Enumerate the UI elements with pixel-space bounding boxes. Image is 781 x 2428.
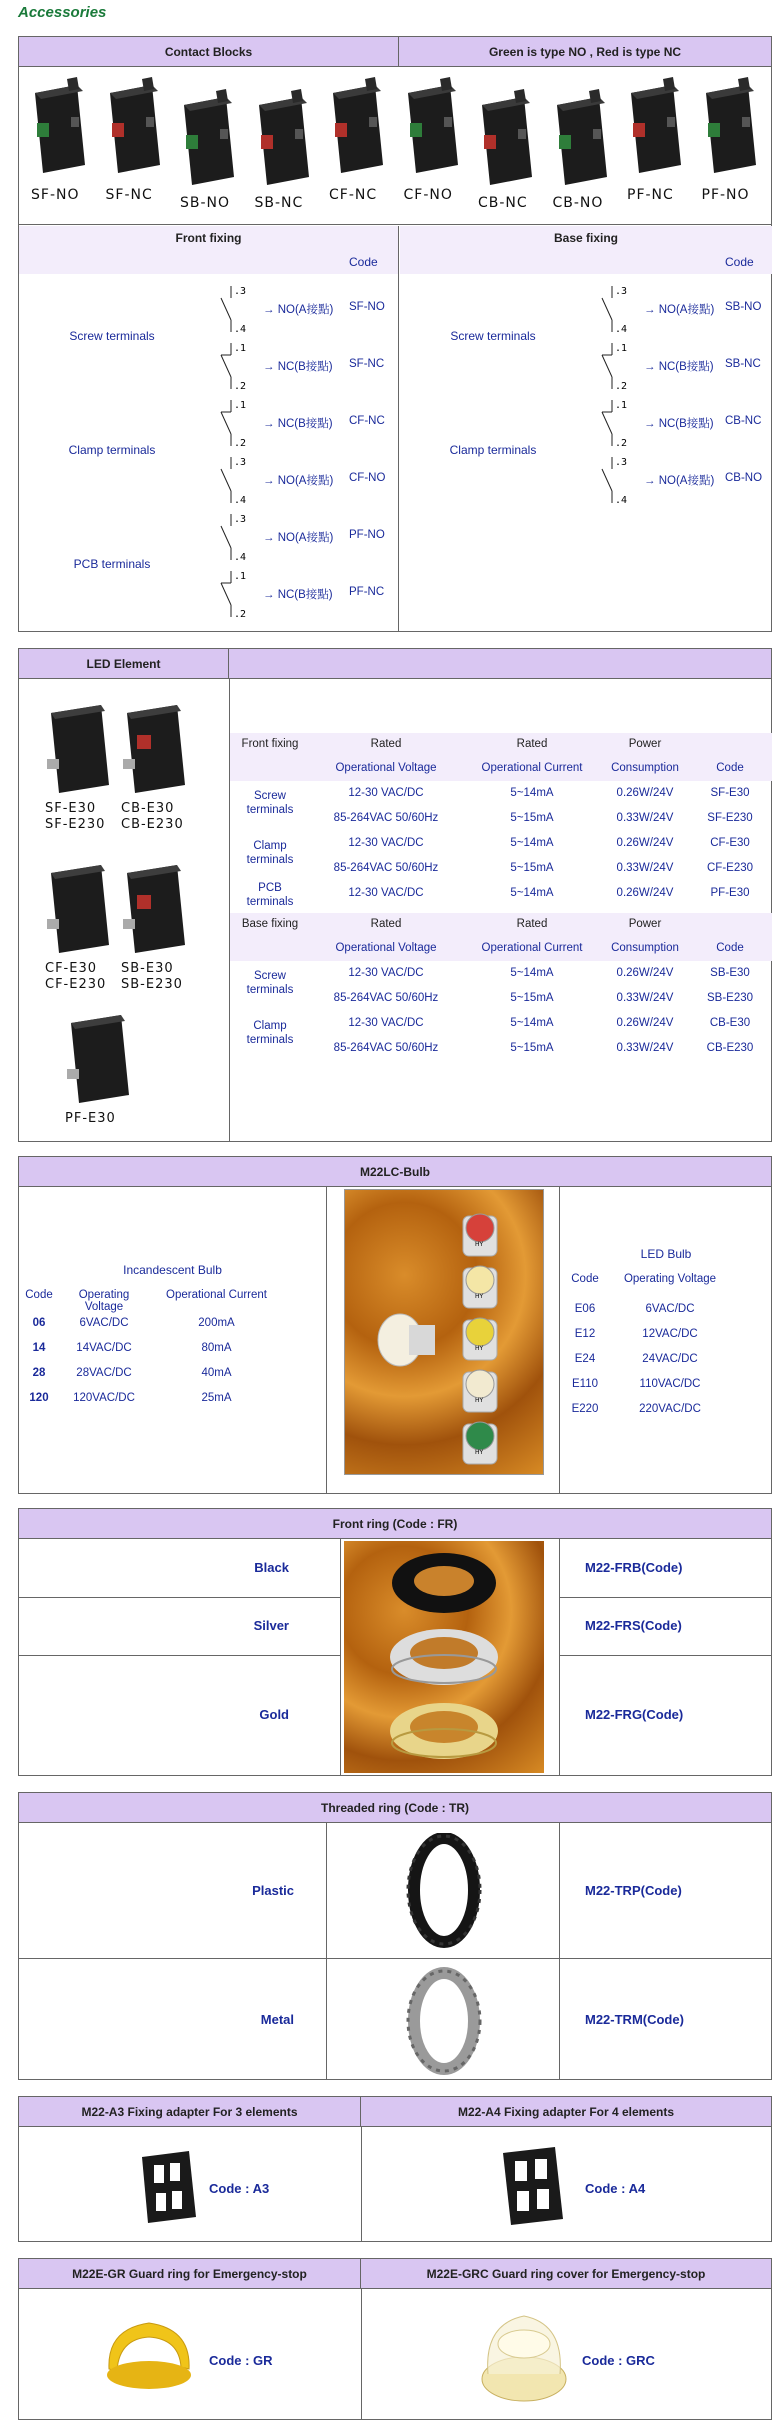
contact-blocks-header: Contact Blocks xyxy=(19,37,399,66)
led-element-image xyxy=(121,699,191,799)
guard-ring-section xyxy=(18,2258,772,2420)
terminal-group-label: PCB terminals xyxy=(73,557,151,571)
adapter-a4-image xyxy=(497,2143,569,2229)
led-element-label: SB-E230 xyxy=(121,977,183,992)
led-element-label: CF-E30 xyxy=(45,961,98,976)
guard-ring-header: M22E-GR Guard ring for Emergency-stop xyxy=(19,2259,361,2288)
incandescent-cell: 80mA xyxy=(201,1342,232,1354)
contact-block-image xyxy=(623,77,687,182)
led-bulb-cell: 220VAC/DC xyxy=(639,1403,701,1415)
svg-text:.4: .4 xyxy=(234,552,247,562)
led-table-cell: 5~14mA xyxy=(510,787,554,799)
terminal-group-label: Screw terminals xyxy=(69,329,155,343)
front-fixing-title: Front fixing xyxy=(19,226,398,250)
led-bulb-cell: E24 xyxy=(574,1353,596,1365)
led-table-cell: 0.33W/24V xyxy=(616,992,674,1004)
incandescent-cell: 40mA xyxy=(201,1367,232,1379)
led-table-cell: CB-E30 xyxy=(709,1017,751,1029)
incandescent-bulb-panel xyxy=(19,1187,326,1493)
incandescent-cell: 28 xyxy=(32,1367,46,1379)
incandescent-header-cell: Operational Current xyxy=(166,1289,267,1301)
contact-block-label: PF-NC xyxy=(627,187,674,203)
led-bulb-image xyxy=(463,1370,497,1412)
contact-type: → NC(B接點) xyxy=(263,361,333,373)
bulb-photo xyxy=(344,1189,544,1475)
led-bulb-cell: 24VAC/DC xyxy=(642,1353,698,1365)
led-table-header-cell: Front fixing xyxy=(241,738,299,750)
incandescent-header-cell: Code xyxy=(25,1289,53,1301)
led-table-cell: 0.33W/24V xyxy=(616,812,674,824)
contact-type: → NO(A接點) xyxy=(644,475,715,487)
led-table-header-cell: Power xyxy=(628,738,662,750)
svg-text:HY: HY xyxy=(475,1293,484,1300)
led-table-cell: CF-E30 xyxy=(710,837,750,849)
led-table-cell: 12-30 VAC/DC xyxy=(348,787,424,799)
adapter-a3-image xyxy=(134,2147,204,2227)
contact-code: CB-NO xyxy=(725,472,763,484)
switch-contact-symbol xyxy=(217,569,257,619)
led-table-header-cell: Base fixing xyxy=(241,918,299,930)
led-table-header-cell: Operational Voltage xyxy=(335,762,437,774)
led-bulb-cell: E06 xyxy=(574,1303,596,1315)
front-ring-color: Silver xyxy=(253,1618,289,1633)
contact-code: SB-NC xyxy=(725,358,761,370)
contact-type: → NO(A接點) xyxy=(263,304,334,316)
contact-type: → NC(B接點) xyxy=(263,589,333,601)
led-element-label: SB-E30 xyxy=(121,961,174,976)
threaded-ring-material: Plastic xyxy=(252,1882,294,1898)
led-table-header-cell: Code xyxy=(716,942,744,954)
led-table-group: Screw terminals xyxy=(246,790,294,816)
led-element-header: LED Element xyxy=(19,649,229,678)
contact-block-image xyxy=(400,77,464,182)
contact-code: SF-NO xyxy=(349,301,385,313)
led-table-cell: 0.26W/24V xyxy=(616,967,674,979)
led-element-label: PF-E30 xyxy=(65,1111,116,1126)
contact-block-image xyxy=(698,77,762,182)
led-table-cell: SF-E230 xyxy=(707,812,753,824)
bulb-header: M22LC-Bulb xyxy=(19,1157,771,1187)
incandescent-cell: 28VAC/DC xyxy=(76,1367,132,1379)
led-table-cell: PF-E30 xyxy=(710,887,750,899)
front-ring-code: M22-FRS(Code) xyxy=(585,1618,682,1633)
threaded-ring-material: Metal xyxy=(260,2011,294,2027)
led-table-cell: 12-30 VAC/DC xyxy=(348,887,424,899)
fixing-adapter-section xyxy=(18,2096,772,2242)
led-table-cell: 5~14mA xyxy=(510,967,554,979)
contact-block-image xyxy=(176,89,240,194)
silver-ring-image xyxy=(390,1629,498,1685)
threaded-ring-code: M22-TRM(Code) xyxy=(585,2011,684,2027)
led-bulb-image xyxy=(463,1214,497,1256)
contact-block-label: SB-NC xyxy=(254,195,304,211)
contact-code: CF-NC xyxy=(349,415,385,427)
led-table-header-cell: Rated xyxy=(516,918,548,930)
svg-text:.3: .3 xyxy=(615,457,628,468)
contact-block-label: CF-NC xyxy=(329,187,378,203)
contact-type: → NC(B接點) xyxy=(263,418,333,430)
adapter-a3-header: M22-A3 Fixing adapter For 3 elements xyxy=(19,2097,361,2126)
led-table-cell: SB-E230 xyxy=(706,992,754,1004)
loose-bulb-image xyxy=(378,1314,435,1366)
led-table-cell: 5~14mA xyxy=(510,887,554,899)
led-table-cell: CF-E230 xyxy=(706,862,754,874)
led-table-header-cell: Consumption xyxy=(611,942,679,954)
led-table-cell: SB-E30 xyxy=(710,967,750,979)
led-table-cell: 12-30 VAC/DC xyxy=(348,837,424,849)
svg-text:.2: .2 xyxy=(234,609,247,619)
svg-text:HY: HY xyxy=(475,1397,484,1404)
led-bulb-image xyxy=(463,1422,497,1464)
contact-type: → NO(A接點) xyxy=(263,532,334,544)
threaded-ring-section xyxy=(18,1792,772,2080)
contact-block-label: PF-NO xyxy=(701,187,750,203)
svg-text:.1: .1 xyxy=(234,571,247,582)
svg-text:.1: .1 xyxy=(234,400,247,411)
front-ring-color: Black xyxy=(254,1560,289,1575)
svg-text:HY: HY xyxy=(475,1449,484,1456)
contact-block-image xyxy=(549,89,613,194)
led-table-header-cell: Power xyxy=(628,918,662,930)
led-table-header-cell: Rated xyxy=(370,738,402,750)
led-table-cell: 5~14mA xyxy=(510,1017,554,1029)
led-table-cell: 5~15mA xyxy=(510,812,554,824)
terminal-group-label: Clamp terminals xyxy=(68,443,156,457)
led-table-group: Clamp terminals xyxy=(246,840,294,866)
led-bulb-header-cell: Code xyxy=(571,1273,599,1285)
row-divider xyxy=(19,1597,340,1598)
incandescent-cell: 06 xyxy=(32,1317,46,1329)
row-divider xyxy=(559,1655,771,1656)
plastic-ring-image xyxy=(399,1833,489,1948)
row-divider xyxy=(19,1655,340,1656)
led-table-cell: 85-264VAC 50/60Hz xyxy=(333,862,439,874)
led-element-label: SF-E30 xyxy=(45,801,97,816)
svg-text:.3: .3 xyxy=(615,286,628,297)
svg-text:.4: .4 xyxy=(234,324,247,334)
led-table-cell: 5~14mA xyxy=(510,837,554,849)
svg-text:.2: .2 xyxy=(615,381,628,391)
incandescent-cell: 25mA xyxy=(201,1392,232,1404)
led-bulb-image xyxy=(463,1318,497,1360)
svg-text:.2: .2 xyxy=(234,438,247,448)
black-ring-image xyxy=(392,1553,496,1613)
contact-type: → NO(A接點) xyxy=(644,304,715,316)
led-table-header-cell: Code xyxy=(716,762,744,774)
svg-text:.3: .3 xyxy=(234,457,247,468)
incandescent-cell: 120 xyxy=(29,1392,49,1404)
switch-contact-symbol xyxy=(598,398,638,448)
row-divider xyxy=(559,1597,771,1598)
incandescent-cell: 14VAC/DC xyxy=(76,1342,132,1354)
switch-contact-symbol xyxy=(217,341,257,391)
led-table-cell: 85-264VAC 50/60Hz xyxy=(333,992,439,1004)
led-table-header-cell: Operational Voltage xyxy=(335,942,437,954)
switch-contact-symbol xyxy=(598,455,638,505)
led-table-cell: 0.26W/24V xyxy=(616,887,674,899)
svg-text:.2: .2 xyxy=(234,381,247,391)
gold-ring-image xyxy=(390,1703,498,1759)
led-table-cell: 0.26W/24V xyxy=(616,837,674,849)
svg-text:.2: .2 xyxy=(615,438,628,448)
led-element-label: CB-E230 xyxy=(121,817,184,832)
front-ring-code: M22-FRB(Code) xyxy=(585,1560,683,1575)
threaded-ring-header: Threaded ring (Code : TR) xyxy=(19,1793,771,1823)
guard-ring-cover-header: M22E-GRC Guard ring cover for Emergency-stop xyxy=(426,2266,706,2281)
led-bulb-cell: E110 xyxy=(571,1378,598,1390)
led-table-cell: 5~15mA xyxy=(510,992,554,1004)
led-table-cell: 85-264VAC 50/60Hz xyxy=(333,812,439,824)
led-table-header-cell: Rated xyxy=(370,918,402,930)
adapter-a3-code: Code : A3 xyxy=(209,2181,270,2196)
contact-block-gallery xyxy=(19,67,771,225)
led-bulb-title: LED Bulb xyxy=(640,1247,692,1261)
incandescent-cell: 6VAC/DC xyxy=(79,1317,129,1329)
contact-type: → NC(B接點) xyxy=(644,361,714,373)
led-table-cell: 0.33W/24V xyxy=(616,862,674,874)
contact-code: CF-NO xyxy=(349,472,386,484)
contact-code: CB-NC xyxy=(725,415,762,427)
led-element-image xyxy=(121,859,191,959)
led-table-cell: 85-264VAC 50/60Hz xyxy=(333,1042,439,1054)
contact-code: SF-NC xyxy=(349,358,385,370)
led-element-image xyxy=(45,859,115,959)
contact-code: SB-NO xyxy=(725,301,762,313)
led-table-group: PCB terminals xyxy=(246,882,294,908)
incandescent-cell: 200mA xyxy=(198,1317,235,1329)
metal-ring-image xyxy=(399,1967,489,2075)
svg-text:.4: .4 xyxy=(234,495,247,505)
led-table-header-cell: Operational Current xyxy=(481,942,583,954)
front-ring-header: Front ring (Code : FR) xyxy=(19,1509,771,1539)
contact-code: PF-NC xyxy=(349,586,385,598)
contact-block-image xyxy=(325,77,389,182)
led-table-group: Screw terminals xyxy=(246,970,294,996)
front-ring-code: M22-FRG(Code) xyxy=(585,1707,684,1722)
led-element-label: CB-E30 xyxy=(121,801,175,816)
contact-blocks-section xyxy=(18,36,772,632)
adapter-a4-header: M22-A4 Fixing adapter For 4 elements xyxy=(457,2104,675,2119)
incandescent-title: Incandescent Bulb xyxy=(123,1263,222,1277)
led-bulb-image xyxy=(463,1266,497,1308)
led-element-section xyxy=(18,648,772,1142)
front-fixing-panel xyxy=(19,226,399,632)
switch-contact-symbol xyxy=(217,512,257,562)
led-bulb-cell: 110VAC/DC xyxy=(639,1378,701,1390)
led-table-cell: SF-E30 xyxy=(710,787,750,799)
base-code-header: Code xyxy=(725,255,754,269)
bulb-section xyxy=(18,1156,772,1494)
contact-block-label: SF-NC xyxy=(105,187,153,203)
contact-block-label: CB-NO xyxy=(552,195,604,211)
guard-ring-code: Code : GR xyxy=(209,2353,273,2368)
svg-text:.3: .3 xyxy=(234,514,247,525)
svg-text:HY: HY xyxy=(475,1345,484,1352)
led-element-image xyxy=(65,1009,135,1109)
svg-text:.1: .1 xyxy=(615,400,628,411)
terminal-group-label: Screw terminals xyxy=(450,329,536,343)
led-table-cell: 5~15mA xyxy=(510,862,554,874)
contact-block-label: CB-NC xyxy=(478,195,528,211)
page-title: Accessories xyxy=(18,4,107,21)
base-fixing-title: Base fixing xyxy=(400,226,772,250)
front-ring-photo xyxy=(344,1541,544,1773)
switch-contact-symbol xyxy=(598,284,638,334)
contact-block-label: SB-NO xyxy=(180,195,231,211)
adapter-a4-code: Code : A4 xyxy=(585,2181,646,2196)
led-element-label: SF-E230 xyxy=(45,817,106,832)
led-table-cell: CB-E230 xyxy=(706,1042,754,1054)
guard-ring-cover-code: Code : GRC xyxy=(582,2353,655,2368)
led-bulb-cell: 6VAC/DC xyxy=(645,1303,695,1315)
svg-text:HY: HY xyxy=(475,1241,484,1248)
front-ring-section xyxy=(18,1508,772,1776)
front-ring-color: Gold xyxy=(259,1707,289,1722)
contact-type: → NC(B接點) xyxy=(644,418,714,430)
led-table-cell: 5~15mA xyxy=(510,1042,554,1054)
led-element-label: CF-E230 xyxy=(45,977,107,992)
terminal-group-label: Clamp terminals xyxy=(449,443,537,457)
contact-block-label: CF-NO xyxy=(403,187,453,203)
contact-type: → NO(A接點) xyxy=(263,475,334,487)
led-table-cell: 12-30 VAC/DC xyxy=(348,1017,424,1029)
front-code-header: Code xyxy=(349,255,378,269)
svg-text:.1: .1 xyxy=(615,343,628,354)
incandescent-header-cell: Operating Voltage xyxy=(78,1289,130,1313)
guard-ring-image xyxy=(99,2309,199,2399)
switch-contact-symbol xyxy=(217,284,257,334)
base-fixing-panel xyxy=(400,226,772,632)
led-table-header-cell: Rated xyxy=(516,738,548,750)
contact-type-note: Green is type NO , Red is type NC xyxy=(488,44,682,59)
contact-block-image xyxy=(251,89,315,194)
led-table-cell: 0.33W/24V xyxy=(616,1042,674,1054)
led-table-cell: 12-30 VAC/DC xyxy=(348,967,424,979)
contact-block-image xyxy=(27,77,91,182)
contact-block-image xyxy=(474,89,538,194)
incandescent-cell: 120VAC/DC xyxy=(73,1392,135,1404)
led-table-cell: 0.26W/24V xyxy=(616,1017,674,1029)
led-element-image xyxy=(45,699,115,799)
switch-contact-symbol xyxy=(217,398,257,448)
led-bulb-panel xyxy=(560,1187,772,1493)
led-table-header-cell: Operational Current xyxy=(481,762,583,774)
svg-text:.4: .4 xyxy=(615,495,628,505)
contact-code: PF-NO xyxy=(349,529,385,541)
led-table-header-cell: Consumption xyxy=(611,762,679,774)
threaded-ring-code: M22-TRP(Code) xyxy=(585,1882,682,1898)
svg-text:.1: .1 xyxy=(234,343,247,354)
led-element-images xyxy=(19,679,229,1141)
led-bulb-cell: 12VAC/DC xyxy=(642,1328,698,1340)
led-table-cell: 0.26W/24V xyxy=(616,787,674,799)
led-table-group: Clamp terminals xyxy=(246,1020,294,1046)
contact-block-label: SF-NO xyxy=(31,187,80,203)
led-bulb-header-cell: Operating Voltage xyxy=(623,1273,717,1285)
svg-text:.3: .3 xyxy=(234,286,247,297)
svg-text:.4: .4 xyxy=(615,324,628,334)
led-bulb-cell: E12 xyxy=(574,1328,596,1340)
led-bulb-cell: E220 xyxy=(571,1403,599,1415)
switch-contact-symbol xyxy=(217,455,257,505)
switch-contact-symbol xyxy=(598,341,638,391)
guard-ring-cover-image xyxy=(474,2304,574,2409)
incandescent-cell: 14 xyxy=(32,1342,46,1354)
contact-block-image xyxy=(102,77,166,182)
